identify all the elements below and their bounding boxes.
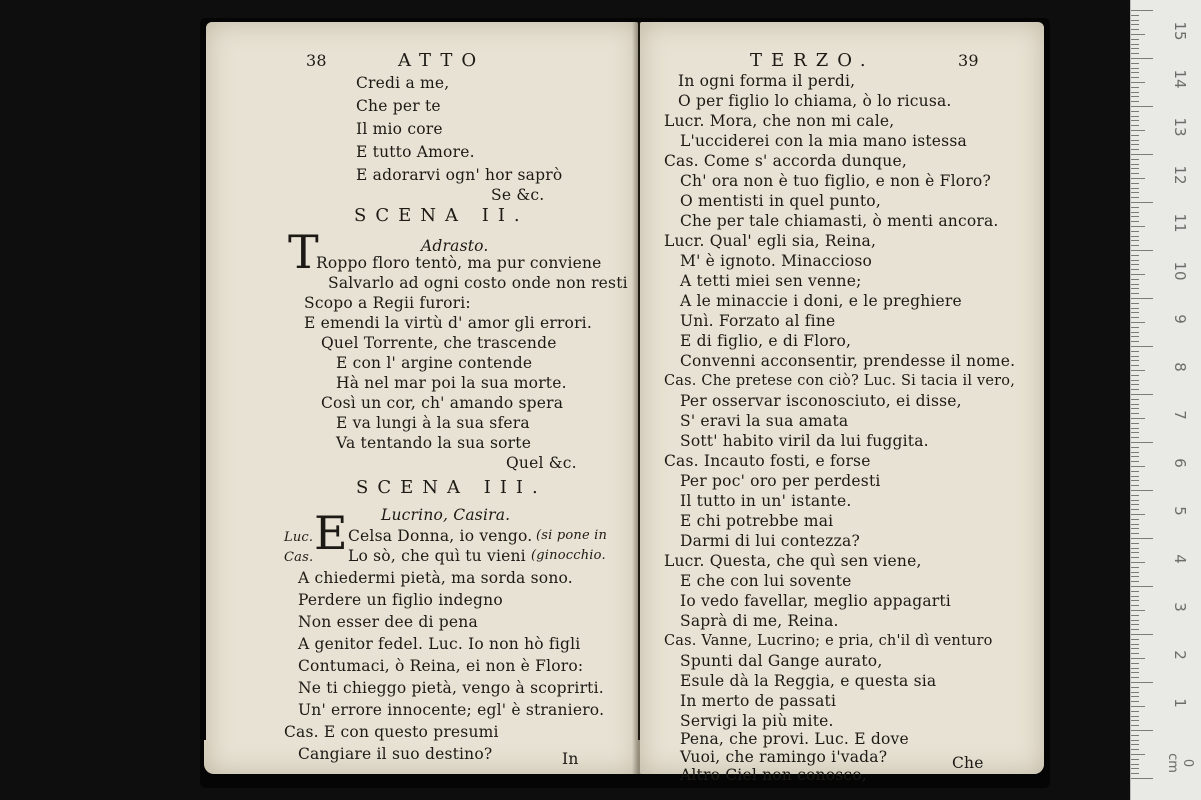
ruler-tick [1131,63,1139,64]
ruler-tick [1131,341,1139,342]
ruler-number: 3 [1171,602,1189,612]
ruler-tick [1131,77,1139,78]
text-line: Ch' ora non è tuo figlio, e non è Floro? [680,172,991,190]
text-line: Il mio core [356,120,443,138]
ruler-tick [1131,471,1139,472]
ruler-tick [1131,39,1139,40]
ruler-tick [1131,308,1139,309]
text-line: Cas. Vanne, Lucrino; e pria, ch'il dì venturo [664,633,993,649]
character-name: Adrasto. [421,237,489,255]
ruler-number: 1 [1171,698,1189,708]
text-line: O per figlio lo chiama, ò lo ricusa. [678,92,952,110]
ruler-tick [1131,394,1153,395]
text-line: Va tentando la sua sorte [336,434,532,452]
ruler-tick [1131,336,1139,337]
scene-heading: SCENA III. [356,477,547,498]
ruler-tick [1131,490,1153,491]
text-line: Hà nel mar poi la sua morte. [336,374,567,392]
text-line: O mentisti in quel punto, [680,192,881,210]
text-line: Lo sò, che quì tu vieni [348,547,526,565]
ruler-tick [1131,423,1139,424]
ruler-tick [1131,495,1139,496]
text-line: Unì. Forzato al fine [680,312,836,330]
text-line: E di figlio, e di Floro, [680,332,852,350]
text-line: In ogni forma il perdi, [678,72,856,90]
ruler-tick [1131,312,1139,313]
text-line: Esule dà la Reggia, e questa sia [680,672,937,690]
ruler-tick [1131,615,1139,616]
text-line: Convenni acconsentir, prendesse il nome. [680,352,1016,370]
ruler-tick [1131,428,1139,429]
ruler-tick [1131,293,1139,294]
text-line: Lucr. Qual' egli sia, Reina, [664,232,877,250]
speaker-label: Cas. [284,550,314,565]
ruler-tick [1131,106,1153,107]
ruler-tick [1131,682,1153,683]
ruler-tick [1131,456,1139,457]
ruler-tick [1131,754,1145,755]
text-line: Cas. Incauto fosti, e forse [664,452,871,470]
ruler-tick [1131,500,1139,501]
text-line: Per poc' oro per perdesti [680,472,881,490]
text-line: Che per te [356,97,441,115]
ruler-tick [1131,135,1139,136]
ruler-tick [1131,562,1145,563]
ruler-tick [1131,351,1139,352]
ruler-tick [1131,116,1139,117]
ruler-tick [1131,696,1139,697]
ruler-tick [1131,668,1139,669]
ruler-tick [1131,485,1139,486]
ruler-number: 6 [1171,458,1189,468]
ruler-tick [1131,576,1139,577]
text-line: Altro Ciel non conosco, [680,766,867,784]
ruler-tick [1131,591,1139,592]
ruler-tick [1131,279,1139,280]
text-line: E che con lui sovente [680,572,852,590]
text-line: Se &c. [491,186,545,204]
ruler-tick [1131,274,1145,275]
ruler-tick [1131,332,1139,333]
ruler-tick [1131,58,1153,59]
text-line: A genitor fedel. Luc. Io non hò figli [298,635,581,653]
text-line: Cas. Che pretese con ciò? Luc. Si tacia il vero, [664,373,1016,389]
stage-direction: (ginocchio. [531,548,606,563]
ruler-tick [1131,34,1145,35]
ruler-tick [1131,716,1139,717]
ruler-tick [1131,663,1139,664]
ruler-tick [1131,413,1139,414]
ruler-tick [1131,168,1139,169]
ruler-tick [1131,188,1139,189]
ruler-tick [1131,111,1139,112]
ruler-tick [1131,164,1139,165]
ruler-tick [1131,773,1139,774]
text-line: Roppo floro tentò, ma pur conviene [316,254,602,272]
text-line: Sott' habito viril da lui fuggita. [680,432,929,450]
ruler-tick [1131,418,1145,419]
ruler-tick [1131,130,1145,131]
ruler-tick [1131,192,1139,193]
ruler-tick [1131,581,1139,582]
ruler-number: 15 [1171,21,1189,41]
ruler-tick [1131,624,1139,625]
ruler-tick [1131,557,1139,558]
ruler-tick [1131,764,1139,765]
ruler-tick [1131,384,1139,385]
ruler-tick [1131,207,1139,208]
ruler-tick [1131,212,1139,213]
ruler-tick [1131,480,1139,481]
ruler-tick [1131,269,1139,270]
ruler-tick [1131,596,1139,597]
ruler-tick [1131,159,1139,160]
text-line: Scopo a Regii furori: [304,294,471,312]
ruler-tick [1131,759,1139,760]
text-line: Un' errore innocente; egl' è straniero. [298,701,605,719]
page-number: 38 [306,51,327,70]
text-line: Spunti dal Gange aurato, [680,652,883,670]
ruler-tick [1131,528,1139,529]
ruler-tick [1131,284,1139,285]
ruler-tick [1131,711,1139,712]
left-page [206,22,638,774]
ruler-tick [1131,245,1139,246]
ruler-tick [1131,101,1139,102]
ruler-tick [1131,29,1139,30]
ruler-tick [1131,720,1139,721]
ruler-tick [1131,375,1139,376]
text-line: Credi a me, [356,74,450,92]
ruler-tick [1131,96,1139,97]
ruler-tick [1131,120,1139,121]
text-line: Non esser dee di pena [298,613,478,631]
ruler-tick [1131,519,1139,520]
ruler-tick [1131,173,1139,174]
text-line: Cas. Come s' accorda dunque, [664,152,907,170]
ruler-tick [1131,144,1139,145]
ruler-tick [1131,437,1139,438]
ruler-number: 9 [1171,314,1189,324]
ruler-tick [1131,442,1153,443]
text-line: Saprà di me, Reina. [680,612,839,630]
ruler-tick [1131,236,1139,237]
ruler-tick [1131,644,1139,645]
text-line: Lucr. Mora, che non mi cale, [664,112,895,130]
ruler-number: 4 [1171,554,1189,564]
ruler-tick [1131,572,1139,573]
ruler-tick [1131,692,1139,693]
ruler-number: 11 [1171,213,1189,233]
text-line: Quel Torrente, che trascende [321,334,557,352]
text-line: In merto de passati [680,692,837,710]
text-line: Quel &c. [506,454,577,472]
ruler-tick [1131,72,1139,73]
ruler-number: 2 [1171,650,1189,660]
ruler-tick [1131,567,1139,568]
right-page [640,22,1044,784]
ruler-tick [1131,672,1139,673]
ruler-tick [1131,178,1145,179]
ruler-tick [1131,538,1153,539]
ruler-tick [1131,303,1139,304]
ruler-tick [1131,725,1139,726]
ruler-tick [1131,125,1139,126]
text-line: E chi potrebbe mai [680,512,834,530]
ruler-tick [1131,447,1139,448]
ruler-tick [1131,288,1139,289]
ruler-tick [1131,768,1139,769]
ruler-tick [1131,250,1153,251]
ruler-tick [1131,216,1139,217]
ruler-tick [1131,629,1139,630]
ruler-tick [1131,524,1139,525]
ruler-number: 12 [1171,165,1189,185]
ruler-tick [1131,476,1139,477]
ruler-tick [1131,327,1139,328]
ruler-tick [1131,778,1153,779]
ruler-tick [1131,226,1145,227]
ruler-tick [1131,466,1145,467]
text-line: Il tutto in un' istante. [680,492,852,510]
ruler-tick [1131,92,1139,93]
text-line: Pena, che provi. Luc. E dove [680,730,909,748]
ruler-tick [1131,740,1139,741]
text-line: E va lungi à la sua sfera [336,414,530,432]
ruler-tick [1131,399,1139,400]
speaker-label: Luc. [284,530,314,545]
ruler-tick [1131,68,1139,69]
ruler-tick [1131,735,1139,736]
ruler-tick [1131,298,1153,299]
ruler-tick [1131,346,1153,347]
text-line: Lucr. Questa, che quì sen viene, [664,552,922,570]
text-line: E emendi la virtù d' amor gli errori. [304,314,592,332]
text-line: Cangiare il suo destino? [298,745,493,763]
ruler-tick [1131,432,1139,433]
ruler-tick [1131,548,1139,549]
ruler-tick [1131,461,1139,462]
text-line: A tetti miei sen venne; [680,272,862,290]
text-line: Cas. E con questo presumi [284,723,499,741]
ruler-tick [1131,687,1139,688]
ruler-number: 7 [1171,410,1189,420]
text-line: Che per tale chiamasti, ò menti ancora. [680,212,999,230]
text-line: E adorarvi ogn' hor saprò [356,166,563,184]
ruler-tick [1131,639,1139,640]
ruler-tick [1131,600,1139,601]
ruler-tick [1131,620,1139,621]
ruler-tick [1131,504,1139,505]
ruler-tick [1131,154,1153,155]
ruler-tick [1131,533,1139,534]
text-line: Io vedo favellar, meglio appagarti [680,592,951,610]
ruler-tick [1131,87,1139,88]
text-line: M' è ignoto. Minaccioso [680,252,873,270]
ruler-tick [1131,452,1139,453]
character-names: Lucrino, Casira. [381,506,511,524]
text-line: L'ucciderei con la mia mano istessa [680,132,967,150]
ruler-number: 13 [1171,117,1189,137]
ruler-tick [1131,610,1145,611]
ruler-tick [1131,701,1139,702]
ruler-tick [1131,82,1145,83]
ruler-tick [1131,221,1139,222]
ruler-tick [1131,44,1139,45]
ruler-tick [1131,677,1139,678]
drop-cap: E [314,506,348,560]
ruler-tick [1131,20,1139,21]
ruler-tick [1131,552,1139,553]
stage-direction: (si pone in [536,528,608,543]
ruler-tick [1131,370,1145,371]
ruler-tick [1131,648,1139,649]
measuring-ruler [1130,0,1201,800]
ruler-tick [1131,730,1153,731]
ruler-number: 14 [1171,69,1189,89]
ruler-tick [1131,605,1139,606]
ruler-tick [1131,706,1145,707]
ruler-tick [1131,231,1139,232]
text-line: A chiedermi pietà, ma sorda sono. [298,569,573,587]
ruler-tick [1131,404,1139,405]
text-line: Darmi di lui contezza? [680,532,860,550]
text-line: Contumaci, ò Reina, ei non è Floro: [298,657,584,675]
ruler-tick [1131,514,1145,515]
ruler-number: 5 [1171,506,1189,516]
text-line: A le minaccie i doni, e le preghiere [680,292,962,310]
ruler-tick [1131,322,1145,323]
text-line: Perdere un figlio indegno [298,591,503,609]
ruler-tick [1131,264,1139,265]
drop-cap: T [288,225,319,279]
catchword: In [562,750,579,768]
scene-heading: SCENA II. [354,205,529,226]
text-line: Per osservar isconosciuto, ei disse, [680,392,962,410]
ruler-tick [1131,509,1139,510]
ruler-tick [1131,586,1153,587]
ruler-tick [1131,365,1139,366]
text-line: E con l' argine contende [336,354,533,372]
ruler-tick [1131,389,1139,390]
text-line: Così un cor, ch' amando spera [321,394,564,412]
text-line: Celsa Donna, io vengo. [348,527,533,545]
ruler-tick [1131,140,1139,141]
text-line: Vuoi, che ramingo i'vada? [680,748,888,766]
ruler-tick [1131,380,1139,381]
ruler-tick [1131,317,1139,318]
text-line: S' eravi la sua amata [680,412,849,430]
ruler-number: 0 cm [1165,753,1195,773]
ruler-tick [1131,658,1145,659]
text-line: Servigi la più mite. [680,712,834,730]
page-number: 39 [958,51,979,70]
ruler-tick [1131,260,1139,261]
ruler-number: 10 [1171,261,1189,281]
ruler-tick [1131,360,1139,361]
ruler-tick [1131,744,1139,745]
running-head: ATTO [398,50,486,71]
ruler-tick [1131,749,1139,750]
ruler-tick [1131,53,1139,54]
ruler-tick [1131,202,1153,203]
text-line: E tutto Amore. [356,143,475,161]
ruler-tick [1131,149,1139,150]
ruler-tick [1131,10,1153,11]
ruler-tick [1131,240,1139,241]
ruler-tick [1131,356,1139,357]
text-line: Salvarlo ad ogni costo onde non resti [328,274,628,292]
catchword: Che [952,754,984,772]
ruler-tick [1131,197,1139,198]
ruler-tick [1131,634,1153,635]
ruler-tick [1131,408,1139,409]
ruler-tick [1131,15,1139,16]
ruler-tick [1131,543,1139,544]
ruler-number: 8 [1171,362,1189,372]
text-line: Ne ti chieggo pietà, vengo à scoprirti. [298,679,604,697]
ruler-tick [1131,255,1139,256]
ruler-tick [1131,24,1139,25]
ruler-tick [1131,48,1139,49]
ruler-tick [1131,653,1139,654]
ruler-tick [1131,183,1139,184]
running-head: TERZO. [750,50,875,71]
